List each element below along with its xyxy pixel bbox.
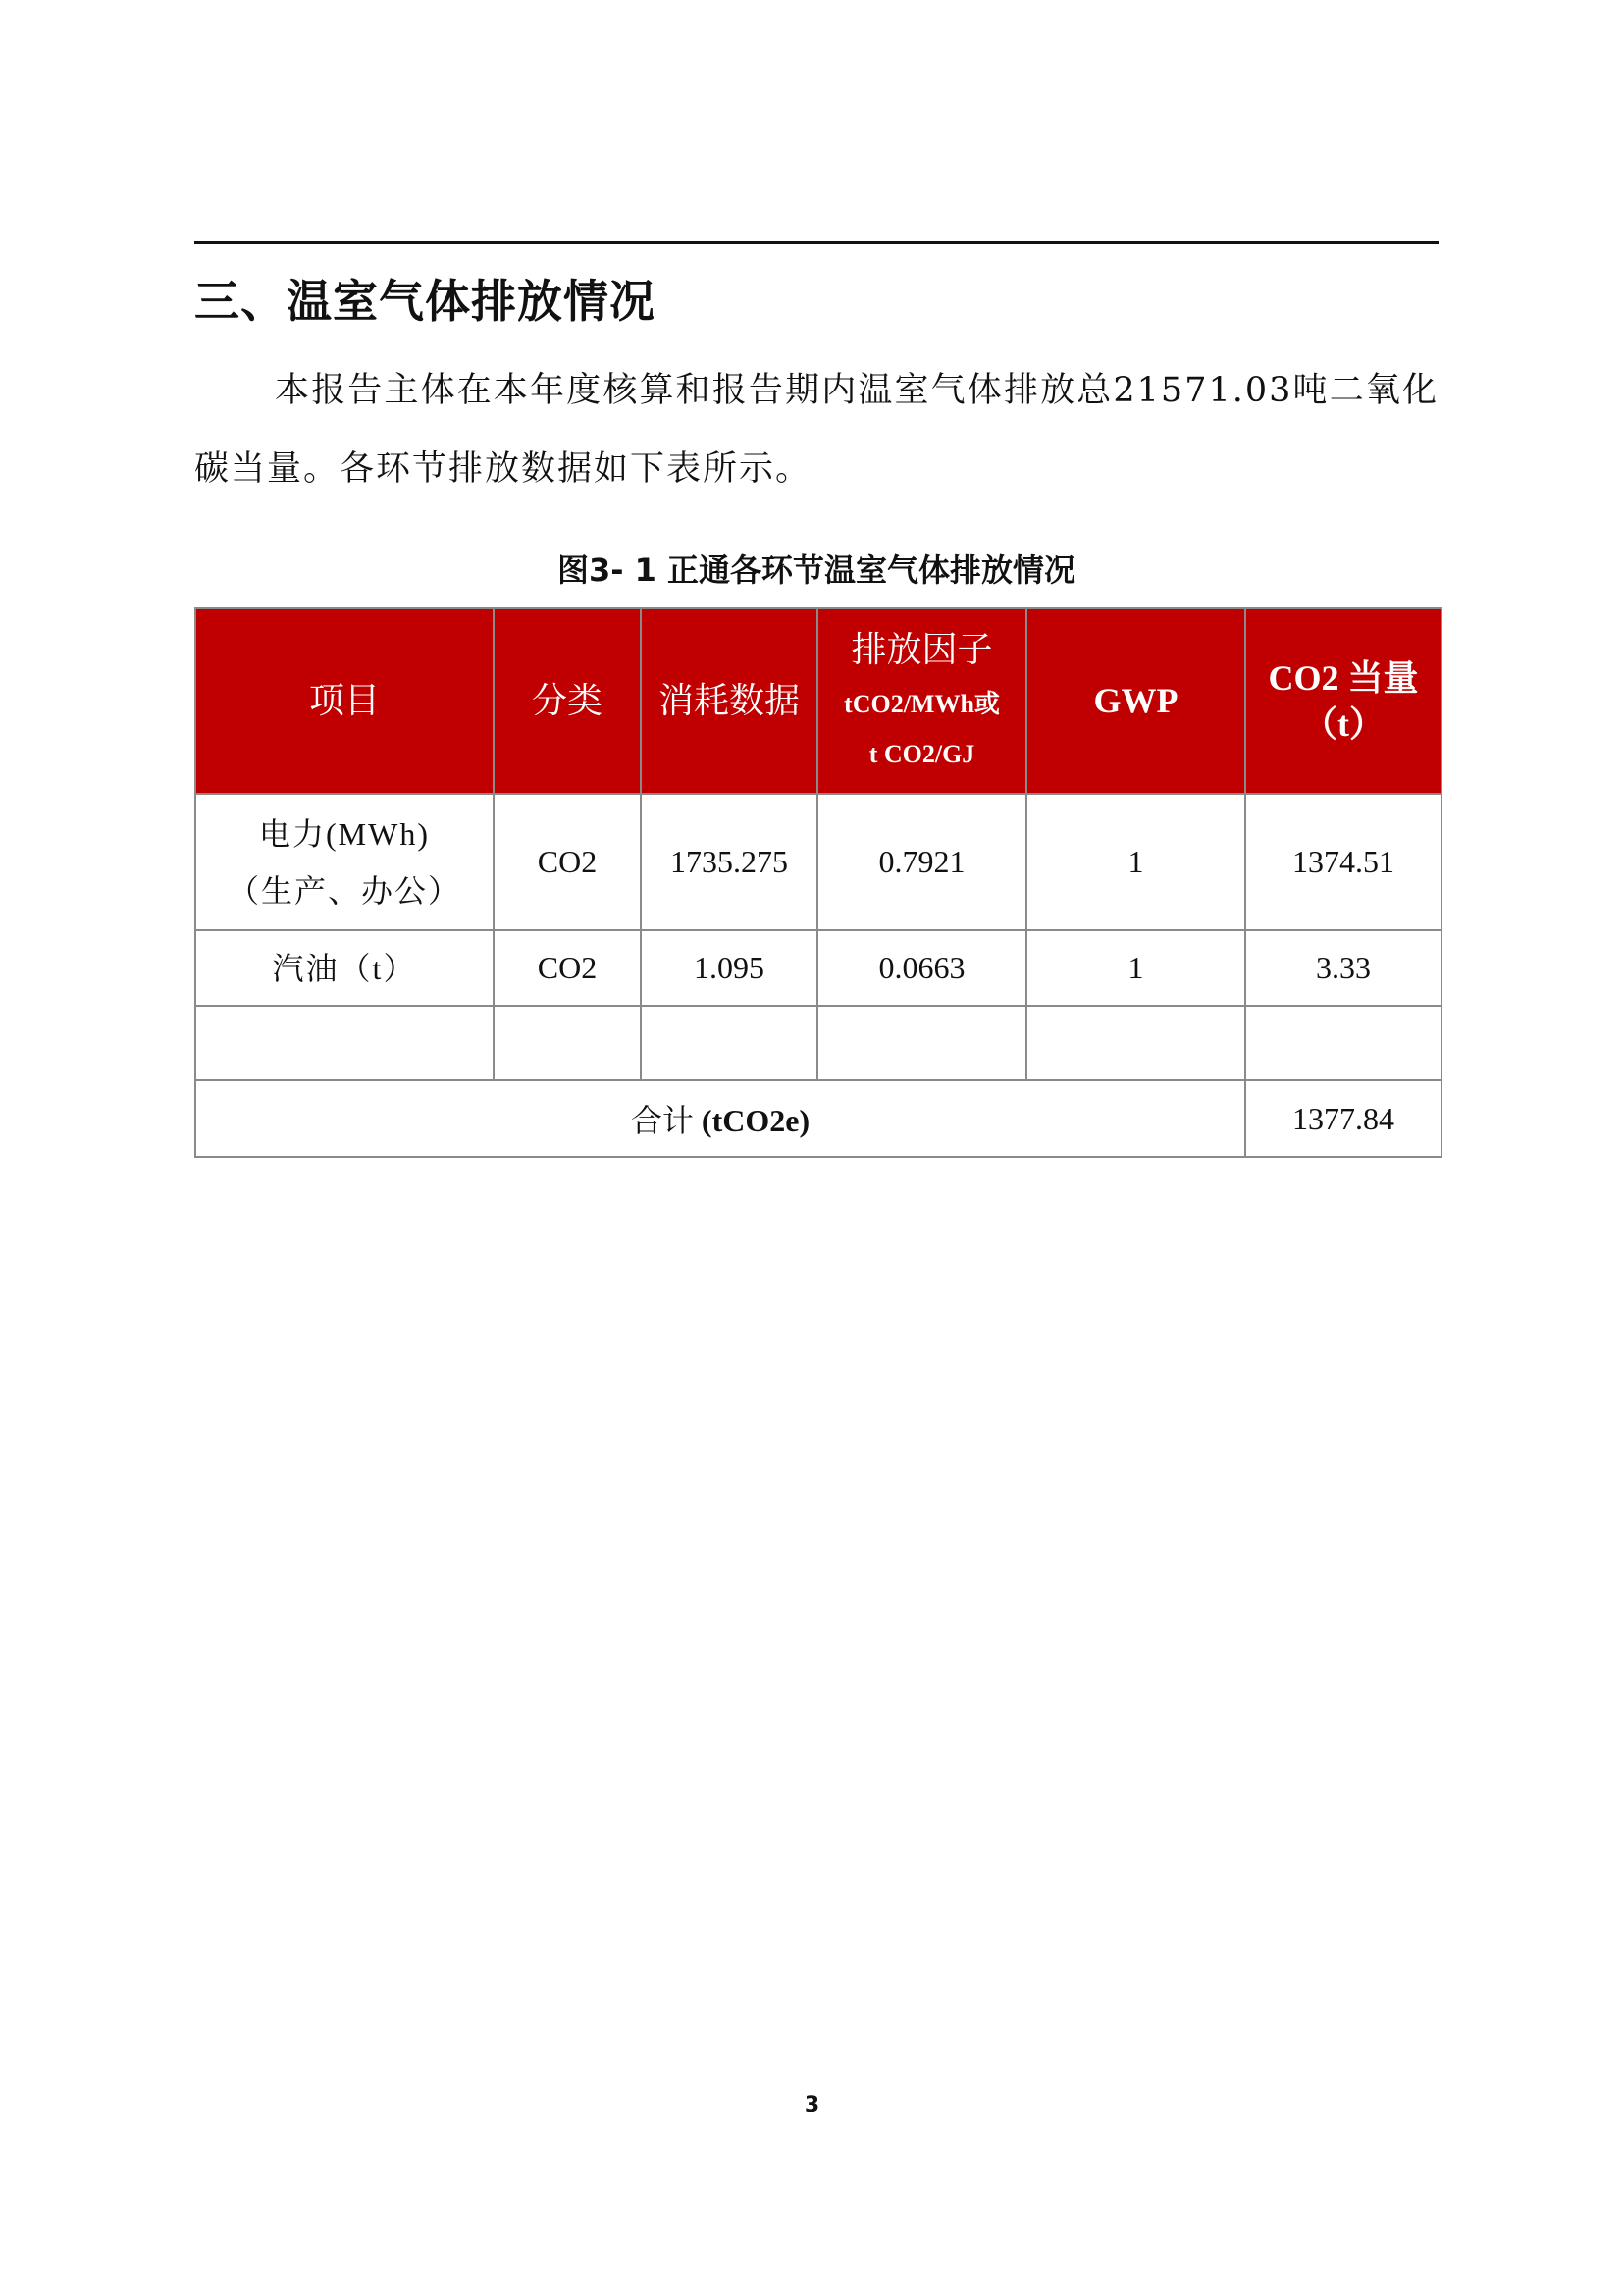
header-co2e-title: CO2 当量 [1268, 657, 1419, 698]
cell-item [195, 930, 494, 1006]
emissions-table [194, 607, 1442, 1158]
section-title: 三、温室气体排放情况 [194, 275, 655, 328]
cell-empty [641, 1006, 817, 1080]
total-label: 合计 [630, 1103, 694, 1138]
header-factor-unit-1: tCO2/MWh或 [844, 689, 1000, 718]
cell-empty [1026, 1006, 1245, 1080]
total-unit: (tCO2e) [701, 1103, 811, 1138]
table-row-empty [195, 1006, 1441, 1080]
summary-paragraph: 本报告主体在本年度核算和报告期内温室气体排放总21571.03吨二氧化碳当量。各环节排放数据如下表所示。 [194, 371, 1439, 489]
cell-consumption: 1735.275 [641, 794, 817, 930]
cell-co2e: 3.33 [1245, 930, 1441, 1006]
header-category: 分类 [494, 608, 641, 794]
table-row [195, 794, 1441, 930]
header-item: 项目 [195, 608, 494, 794]
cell-category: CO2 [494, 794, 641, 930]
cell-category: CO2 [494, 930, 641, 1006]
table-total-row [195, 1080, 1441, 1157]
header-rule [194, 241, 1439, 244]
cell-co2e: 1374.51 [1245, 794, 1441, 930]
cell-item-line1: 电力(MWh) [259, 815, 430, 852]
cell-factor: 0.0663 [817, 930, 1026, 1006]
cell-item-line2: （生产、办公） [227, 872, 461, 909]
cell-consumption: 1.095 [641, 930, 817, 1006]
total-value: 1377.84 [1245, 1080, 1441, 1157]
cell-item [195, 794, 494, 930]
cell-factor: 0.7921 [817, 794, 1026, 930]
header-gwp: GWP [1026, 608, 1245, 794]
header-co2e-unit: （t） [1302, 704, 1385, 744]
header-emission-factor [817, 608, 1026, 794]
cell-item-line1: 汽油（t） [272, 950, 417, 986]
table-header-row [195, 608, 1441, 794]
table-caption: 图3- 1 正通各环节温室气体排放情况 [556, 551, 1076, 589]
cell-empty [1245, 1006, 1441, 1080]
cell-gwp: 1 [1026, 794, 1245, 930]
cell-empty [817, 1006, 1026, 1080]
page-number: 3 [804, 2093, 820, 2117]
cell-empty [494, 1006, 641, 1080]
cell-empty [195, 1006, 494, 1080]
cell-gwp: 1 [1026, 930, 1245, 1006]
table-row [195, 930, 1441, 1006]
total-label-cell [195, 1080, 1245, 1157]
header-factor-title: 排放因子 [851, 629, 993, 669]
header-factor-unit-2: t CO2/GJ [868, 739, 975, 768]
header-consumption: 消耗数据 [641, 608, 817, 794]
header-co2e [1245, 608, 1441, 794]
